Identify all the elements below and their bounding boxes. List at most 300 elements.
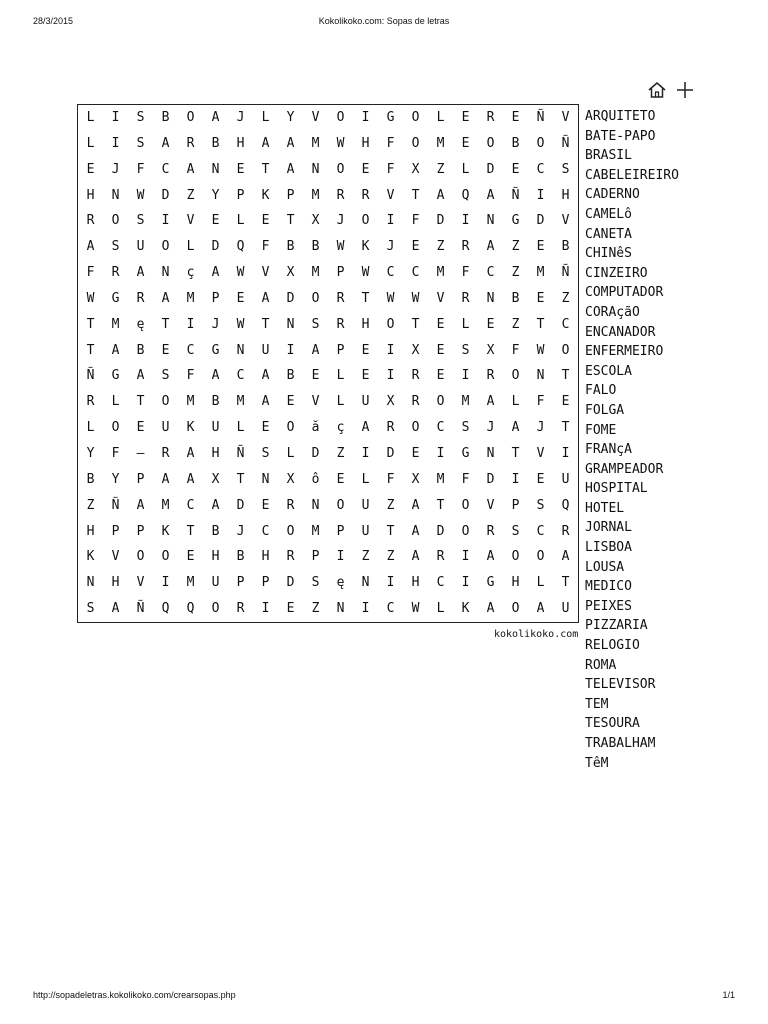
grid-cell[interactable]: A bbox=[536, 601, 545, 617]
grid-cell[interactable]: R bbox=[86, 213, 95, 229]
grid-cell[interactable]: A bbox=[161, 471, 170, 487]
grid-cell[interactable]: O bbox=[361, 213, 370, 229]
grid-cell[interactable]: V bbox=[561, 213, 570, 229]
grid-cell[interactable]: A bbox=[261, 290, 270, 306]
grid-cell[interactable]: W bbox=[136, 187, 145, 203]
grid-cell[interactable]: O bbox=[461, 523, 470, 539]
grid-cell[interactable]: K bbox=[86, 549, 95, 565]
grid-cell[interactable]: E bbox=[286, 601, 295, 617]
grid-cell[interactable]: A bbox=[261, 368, 270, 384]
grid-cell[interactable]: P bbox=[311, 549, 320, 565]
grid-cell[interactable]: A bbox=[136, 497, 145, 513]
grid-cell[interactable]: N bbox=[486, 290, 495, 306]
grid-cell[interactable]: B bbox=[286, 368, 295, 384]
grid-cell[interactable]: J bbox=[236, 523, 245, 539]
grid-cell[interactable]: A bbox=[486, 601, 495, 617]
grid-cell[interactable]: N bbox=[336, 601, 345, 617]
grid-cell[interactable]: A bbox=[286, 135, 295, 151]
grid-cell[interactable]: Ñ bbox=[561, 265, 570, 281]
grid-cell[interactable]: L bbox=[86, 420, 95, 436]
grid-cell[interactable]: B bbox=[511, 135, 520, 151]
grid-cell[interactable]: J bbox=[386, 239, 395, 255]
grid-cell[interactable]: N bbox=[311, 161, 320, 177]
grid-cell[interactable]: I bbox=[511, 471, 520, 487]
grid-cell[interactable]: J bbox=[236, 110, 245, 125]
grid-cell[interactable]: L bbox=[86, 110, 95, 125]
grid-cell[interactable]: K bbox=[261, 187, 270, 203]
grid-cell[interactable]: S bbox=[536, 497, 545, 513]
grid-cell[interactable]: E bbox=[511, 161, 520, 177]
grid-cell[interactable]: Z bbox=[386, 497, 395, 513]
grid-cell[interactable]: O bbox=[336, 110, 345, 125]
grid-cell[interactable]: A bbox=[411, 549, 420, 565]
grid-cell[interactable]: Q bbox=[561, 497, 570, 513]
grid-cell[interactable]: A bbox=[411, 523, 420, 539]
grid-cell[interactable]: P bbox=[511, 497, 520, 513]
grid-cell[interactable]: Ñ bbox=[86, 368, 95, 384]
grid-cell[interactable]: Y bbox=[211, 187, 220, 203]
grid-cell[interactable]: Z bbox=[311, 601, 320, 617]
grid-cell[interactable]: K bbox=[461, 601, 470, 617]
grid-cell[interactable]: Z bbox=[436, 161, 445, 177]
grid-cell[interactable]: R bbox=[161, 445, 170, 461]
grid-cell[interactable]: A bbox=[511, 420, 520, 436]
grid-cell[interactable]: D bbox=[236, 497, 245, 513]
grid-cell[interactable]: E bbox=[336, 471, 345, 487]
grid-cell[interactable]: T bbox=[236, 471, 245, 487]
grid-cell[interactable]: M bbox=[311, 523, 320, 539]
grid-cell[interactable]: Y bbox=[286, 110, 295, 125]
grid-cell[interactable]: S bbox=[311, 575, 320, 591]
grid-cell[interactable]: U bbox=[561, 471, 570, 487]
grid-cell[interactable]: X bbox=[311, 213, 320, 229]
grid-cell[interactable]: M bbox=[111, 316, 120, 332]
grid-cell[interactable]: P bbox=[236, 575, 245, 591]
grid-cell[interactable]: H bbox=[361, 316, 370, 332]
grid-cell[interactable]: M bbox=[161, 497, 170, 513]
grid-cell[interactable]: ă bbox=[311, 420, 320, 436]
grid-cell[interactable]: F bbox=[461, 265, 470, 281]
grid-cell[interactable]: ç bbox=[186, 265, 195, 281]
grid-cell[interactable]: M bbox=[236, 394, 245, 410]
grid-cell[interactable]: B bbox=[211, 394, 220, 410]
grid-cell[interactable]: J bbox=[111, 161, 120, 177]
grid-cell[interactable]: T bbox=[286, 213, 295, 229]
grid-cell[interactable]: E bbox=[311, 368, 320, 384]
grid-cell[interactable]: J bbox=[211, 316, 220, 332]
grid-cell[interactable]: X bbox=[411, 471, 420, 487]
grid-cell[interactable]: F bbox=[461, 471, 470, 487]
grid-cell[interactable]: U bbox=[361, 497, 370, 513]
grid-cell[interactable]: D bbox=[161, 187, 170, 203]
grid-cell[interactable]: V bbox=[111, 549, 120, 565]
grid-cell[interactable]: O bbox=[411, 135, 420, 151]
grid-cell[interactable]: T bbox=[161, 316, 170, 332]
grid-cell[interactable]: B bbox=[86, 471, 95, 487]
grid-cell[interactable]: S bbox=[136, 213, 145, 229]
grid-cell[interactable]: I bbox=[361, 110, 370, 125]
grid-cell[interactable]: A bbox=[211, 497, 220, 513]
grid-cell[interactable]: ę bbox=[136, 316, 145, 332]
grid-cell[interactable]: N bbox=[161, 265, 170, 281]
grid-cell[interactable]: I bbox=[561, 445, 570, 461]
grid-cell[interactable]: P bbox=[136, 523, 145, 539]
grid-cell[interactable]: I bbox=[461, 368, 470, 384]
grid-cell[interactable]: H bbox=[236, 135, 245, 151]
grid-cell[interactable]: E bbox=[136, 420, 145, 436]
grid-cell[interactable]: C bbox=[411, 265, 420, 281]
grid-cell[interactable]: Z bbox=[561, 290, 570, 306]
grid-cell[interactable]: O bbox=[161, 394, 170, 410]
grid-cell[interactable]: I bbox=[361, 445, 370, 461]
grid-cell[interactable]: T bbox=[261, 316, 270, 332]
grid-cell[interactable]: B bbox=[511, 290, 520, 306]
grid-cell[interactable]: – bbox=[136, 445, 145, 461]
grid-cell[interactable]: U bbox=[561, 601, 570, 617]
grid-cell[interactable]: A bbox=[561, 549, 570, 565]
grid-cell[interactable]: O bbox=[536, 549, 545, 565]
grid-cell[interactable]: F bbox=[411, 213, 420, 229]
grid-cell[interactable]: M bbox=[186, 575, 195, 591]
grid-cell[interactable]: H bbox=[111, 575, 120, 591]
grid-cell[interactable]: I bbox=[536, 187, 545, 203]
grid-cell[interactable]: F bbox=[111, 445, 120, 461]
grid-cell[interactable]: D bbox=[436, 213, 445, 229]
grid-cell[interactable]: T bbox=[436, 497, 445, 513]
grid-cell[interactable]: J bbox=[536, 420, 545, 436]
grid-cell[interactable]: N bbox=[261, 471, 270, 487]
grid-cell[interactable]: V bbox=[561, 110, 570, 125]
grid-cell[interactable]: A bbox=[211, 110, 220, 125]
grid-cell[interactable]: F bbox=[86, 265, 95, 281]
grid-cell[interactable]: O bbox=[336, 161, 345, 177]
grid-cell[interactable]: O bbox=[511, 601, 520, 617]
grid-cell[interactable]: V bbox=[486, 497, 495, 513]
grid-cell[interactable]: E bbox=[286, 394, 295, 410]
grid-cell[interactable]: C bbox=[236, 368, 245, 384]
grid-cell[interactable]: T bbox=[411, 316, 420, 332]
grid-cell[interactable]: C bbox=[386, 265, 395, 281]
grid-cell[interactable]: O bbox=[136, 549, 145, 565]
grid-cell[interactable]: R bbox=[486, 368, 495, 384]
grid-cell[interactable]: X bbox=[286, 471, 295, 487]
grid-cell[interactable]: T bbox=[136, 394, 145, 410]
grid-cell[interactable]: H bbox=[211, 445, 220, 461]
grid-cell[interactable]: R bbox=[136, 290, 145, 306]
grid-cell[interactable]: A bbox=[136, 265, 145, 281]
grid-cell[interactable]: D bbox=[436, 523, 445, 539]
grid-cell[interactable]: E bbox=[361, 342, 370, 358]
grid-cell[interactable]: W bbox=[236, 316, 245, 332]
grid-cell[interactable]: T bbox=[361, 290, 370, 306]
grid-cell[interactable]: G bbox=[461, 445, 470, 461]
grid-cell[interactable]: Ñ bbox=[136, 601, 145, 617]
grid-cell[interactable]: Q bbox=[461, 187, 470, 203]
grid-cell[interactable]: T bbox=[561, 368, 570, 384]
grid-cell[interactable]: P bbox=[211, 290, 220, 306]
grid-cell[interactable]: S bbox=[561, 161, 570, 177]
grid-cell[interactable]: D bbox=[211, 239, 220, 255]
grid-cell[interactable]: J bbox=[336, 213, 345, 229]
grid-cell[interactable]: I bbox=[386, 342, 395, 358]
grid-cell[interactable]: G bbox=[211, 342, 220, 358]
grid-cell[interactable]: T bbox=[261, 161, 270, 177]
grid-cell[interactable]: T bbox=[411, 187, 420, 203]
grid-cell[interactable]: L bbox=[461, 161, 470, 177]
grid-cell[interactable]: Q bbox=[186, 601, 195, 617]
grid-cell[interactable]: A bbox=[486, 394, 495, 410]
grid-cell[interactable]: F bbox=[386, 161, 395, 177]
grid-cell[interactable]: E bbox=[561, 394, 570, 410]
grid-cell[interactable]: T bbox=[561, 575, 570, 591]
grid-cell[interactable]: R bbox=[336, 316, 345, 332]
grid-cell[interactable]: N bbox=[211, 161, 220, 177]
grid-cell[interactable]: A bbox=[486, 187, 495, 203]
grid-cell[interactable]: E bbox=[86, 161, 95, 177]
grid-cell[interactable]: I bbox=[111, 135, 120, 151]
grid-cell[interactable]: H bbox=[86, 523, 95, 539]
grid-cell[interactable]: F bbox=[186, 368, 195, 384]
grid-cell[interactable]: A bbox=[186, 445, 195, 461]
grid-cell[interactable]: P bbox=[136, 471, 145, 487]
grid-cell[interactable]: Z bbox=[361, 549, 370, 565]
grid-cell[interactable]: A bbox=[86, 239, 95, 255]
grid-cell[interactable]: C bbox=[186, 342, 195, 358]
grid-cell[interactable]: T bbox=[86, 316, 95, 332]
grid-cell[interactable]: Y bbox=[86, 445, 95, 461]
grid-cell[interactable]: Z bbox=[186, 187, 195, 203]
grid-cell[interactable]: X bbox=[411, 342, 420, 358]
grid-cell[interactable]: W bbox=[236, 265, 245, 281]
grid-cell[interactable]: Ñ bbox=[111, 497, 120, 513]
grid-cell[interactable]: A bbox=[311, 342, 320, 358]
grid-cell[interactable]: M bbox=[536, 265, 545, 281]
grid-cell[interactable]: E bbox=[261, 213, 270, 229]
grid-cell[interactable]: I bbox=[161, 575, 170, 591]
grid-cell[interactable]: U bbox=[211, 575, 220, 591]
grid-cell[interactable]: L bbox=[336, 394, 345, 410]
grid-cell[interactable]: ô bbox=[311, 471, 320, 487]
grid-cell[interactable]: N bbox=[361, 575, 370, 591]
grid-cell[interactable]: W bbox=[86, 290, 95, 306]
grid-cell[interactable]: O bbox=[411, 110, 420, 125]
grid-cell[interactable]: O bbox=[386, 316, 395, 332]
grid-cell[interactable]: A bbox=[436, 187, 445, 203]
grid-cell[interactable]: R bbox=[236, 601, 245, 617]
grid-cell[interactable]: O bbox=[286, 523, 295, 539]
grid-cell[interactable]: Z bbox=[336, 445, 345, 461]
grid-cell[interactable]: E bbox=[536, 471, 545, 487]
grid-cell[interactable]: Z bbox=[436, 239, 445, 255]
grid-cell[interactable]: N bbox=[486, 213, 495, 229]
grid-cell[interactable]: P bbox=[336, 523, 345, 539]
grid-cell[interactable]: E bbox=[461, 135, 470, 151]
grid-cell[interactable]: I bbox=[436, 445, 445, 461]
grid-cell[interactable]: Q bbox=[236, 239, 245, 255]
grid-cell[interactable]: R bbox=[386, 420, 395, 436]
grid-cell[interactable]: M bbox=[436, 135, 445, 151]
grid-cell[interactable]: O bbox=[336, 497, 345, 513]
grid-cell[interactable]: O bbox=[286, 420, 295, 436]
grid-cell[interactable]: B bbox=[286, 239, 295, 255]
grid-cell[interactable]: A bbox=[111, 601, 120, 617]
grid-cell[interactable]: N bbox=[286, 316, 295, 332]
grid-cell[interactable]: R bbox=[286, 549, 295, 565]
grid-cell[interactable]: F bbox=[386, 471, 395, 487]
grid-cell[interactable]: Z bbox=[386, 549, 395, 565]
grid-cell[interactable]: Ñ bbox=[236, 445, 245, 461]
grid-cell[interactable]: C bbox=[436, 420, 445, 436]
grid-cell[interactable]: H bbox=[511, 575, 520, 591]
grid-cell[interactable]: S bbox=[261, 445, 270, 461]
grid-cell[interactable]: W bbox=[361, 265, 370, 281]
grid-cell[interactable]: S bbox=[311, 316, 320, 332]
grid-cell[interactable]: Ñ bbox=[561, 135, 570, 151]
grid-cell[interactable]: E bbox=[261, 497, 270, 513]
grid-cell[interactable]: C bbox=[561, 316, 570, 332]
grid-cell[interactable]: H bbox=[86, 187, 95, 203]
grid-cell[interactable]: L bbox=[361, 471, 370, 487]
grid-cell[interactable]: O bbox=[536, 135, 545, 151]
grid-cell[interactable]: K bbox=[361, 239, 370, 255]
grid-cell[interactable]: D bbox=[386, 445, 395, 461]
grid-cell[interactable]: O bbox=[161, 549, 170, 565]
grid-cell[interactable]: Z bbox=[511, 265, 520, 281]
plus-icon[interactable] bbox=[675, 80, 695, 100]
grid-cell[interactable]: Ñ bbox=[536, 110, 545, 125]
grid-cell[interactable]: L bbox=[86, 135, 95, 151]
grid-cell[interactable]: I bbox=[186, 316, 195, 332]
grid-cell[interactable]: E bbox=[261, 420, 270, 436]
grid-cell[interactable]: G bbox=[111, 290, 120, 306]
grid-cell[interactable]: M bbox=[311, 265, 320, 281]
grid-cell[interactable]: E bbox=[211, 213, 220, 229]
grid-cell[interactable]: F bbox=[386, 135, 395, 151]
grid-cell[interactable]: U bbox=[211, 420, 220, 436]
grid-cell[interactable]: E bbox=[236, 290, 245, 306]
grid-cell[interactable]: A bbox=[411, 497, 420, 513]
grid-cell[interactable]: B bbox=[161, 110, 170, 125]
grid-cell[interactable]: R bbox=[186, 135, 195, 151]
grid-cell[interactable]: A bbox=[136, 368, 145, 384]
grid-cell[interactable]: W bbox=[336, 239, 345, 255]
grid-cell[interactable]: L bbox=[261, 110, 270, 125]
grid-cell[interactable]: I bbox=[261, 601, 270, 617]
grid-cell[interactable]: U bbox=[361, 523, 370, 539]
grid-cell[interactable]: T bbox=[86, 342, 95, 358]
grid-cell[interactable]: J bbox=[486, 420, 495, 436]
grid-cell[interactable]: S bbox=[111, 239, 120, 255]
grid-cell[interactable]: E bbox=[436, 316, 445, 332]
grid-cell[interactable]: L bbox=[286, 445, 295, 461]
grid-cell[interactable]: L bbox=[236, 213, 245, 229]
grid-cell[interactable]: G bbox=[511, 213, 520, 229]
grid-cell[interactable]: C bbox=[486, 265, 495, 281]
grid-cell[interactable]: T bbox=[561, 420, 570, 436]
home-icon[interactable] bbox=[647, 80, 667, 100]
grid-cell[interactable]: P bbox=[236, 187, 245, 203]
grid-cell[interactable]: A bbox=[186, 471, 195, 487]
grid-cell[interactable]: E bbox=[461, 110, 470, 125]
grid-cell[interactable]: I bbox=[386, 213, 395, 229]
grid-cell[interactable]: E bbox=[436, 368, 445, 384]
grid-cell[interactable]: L bbox=[436, 601, 445, 617]
grid-cell[interactable]: E bbox=[536, 239, 545, 255]
grid-cell[interactable]: W bbox=[411, 601, 420, 617]
grid-cell[interactable]: C bbox=[536, 161, 545, 177]
grid-cell[interactable]: L bbox=[186, 239, 195, 255]
grid-cell[interactable]: E bbox=[361, 368, 370, 384]
grid-cell[interactable]: C bbox=[436, 575, 445, 591]
grid-cell[interactable]: G bbox=[111, 368, 120, 384]
grid-cell[interactable]: M bbox=[311, 187, 320, 203]
grid-cell[interactable]: V bbox=[311, 394, 320, 410]
grid-cell[interactable]: M bbox=[461, 394, 470, 410]
grid-cell[interactable]: I bbox=[111, 110, 120, 125]
grid-cell[interactable]: I bbox=[336, 549, 345, 565]
grid-cell[interactable]: E bbox=[411, 445, 420, 461]
grid-cell[interactable]: T bbox=[511, 445, 520, 461]
grid-cell[interactable]: E bbox=[236, 161, 245, 177]
grid-cell[interactable]: M bbox=[311, 135, 320, 151]
grid-cell[interactable]: T bbox=[386, 523, 395, 539]
grid-cell[interactable]: O bbox=[111, 420, 120, 436]
grid-cell[interactable]: R bbox=[411, 394, 420, 410]
grid-cell[interactable]: E bbox=[536, 290, 545, 306]
grid-cell[interactable]: P bbox=[261, 575, 270, 591]
grid-cell[interactable]: X bbox=[411, 161, 420, 177]
grid-cell[interactable]: L bbox=[511, 394, 520, 410]
grid-cell[interactable]: U bbox=[261, 342, 270, 358]
grid-cell[interactable]: S bbox=[136, 110, 145, 125]
grid-cell[interactable]: E bbox=[161, 342, 170, 358]
grid-cell[interactable]: A bbox=[486, 549, 495, 565]
grid-cell[interactable]: H bbox=[211, 549, 220, 565]
grid-cell[interactable]: D bbox=[536, 213, 545, 229]
grid-cell[interactable]: X bbox=[486, 342, 495, 358]
grid-cell[interactable]: O bbox=[111, 213, 120, 229]
grid-cell[interactable]: V bbox=[536, 445, 545, 461]
grid-cell[interactable]: A bbox=[261, 394, 270, 410]
grid-cell[interactable]: R bbox=[86, 394, 95, 410]
grid-cell[interactable]: R bbox=[336, 187, 345, 203]
grid-cell[interactable]: O bbox=[186, 110, 195, 125]
grid-cell[interactable]: B bbox=[561, 239, 570, 255]
grid-cell[interactable]: U bbox=[136, 239, 145, 255]
grid-cell[interactable]: C bbox=[386, 601, 395, 617]
grid-cell[interactable]: O bbox=[161, 239, 170, 255]
grid-cell[interactable]: S bbox=[461, 420, 470, 436]
grid-cell[interactable]: S bbox=[136, 135, 145, 151]
grid-cell[interactable]: P bbox=[336, 342, 345, 358]
grid-cell[interactable]: F bbox=[511, 342, 520, 358]
grid-cell[interactable]: A bbox=[161, 135, 170, 151]
grid-cell[interactable]: S bbox=[161, 368, 170, 384]
grid-cell[interactable]: I bbox=[161, 213, 170, 229]
grid-cell[interactable]: S bbox=[511, 523, 520, 539]
grid-cell[interactable]: F bbox=[261, 239, 270, 255]
grid-cell[interactable]: V bbox=[311, 110, 320, 125]
grid-cell[interactable]: M bbox=[186, 394, 195, 410]
grid-cell[interactable]: L bbox=[436, 110, 445, 125]
grid-cell[interactable]: A bbox=[211, 368, 220, 384]
grid-cell[interactable]: A bbox=[186, 161, 195, 177]
grid-cell[interactable]: R bbox=[561, 523, 570, 539]
grid-cell[interactable]: N bbox=[86, 575, 95, 591]
grid-cell[interactable]: A bbox=[261, 135, 270, 151]
grid-cell[interactable]: U bbox=[361, 394, 370, 410]
grid-cell[interactable]: V bbox=[186, 213, 195, 229]
